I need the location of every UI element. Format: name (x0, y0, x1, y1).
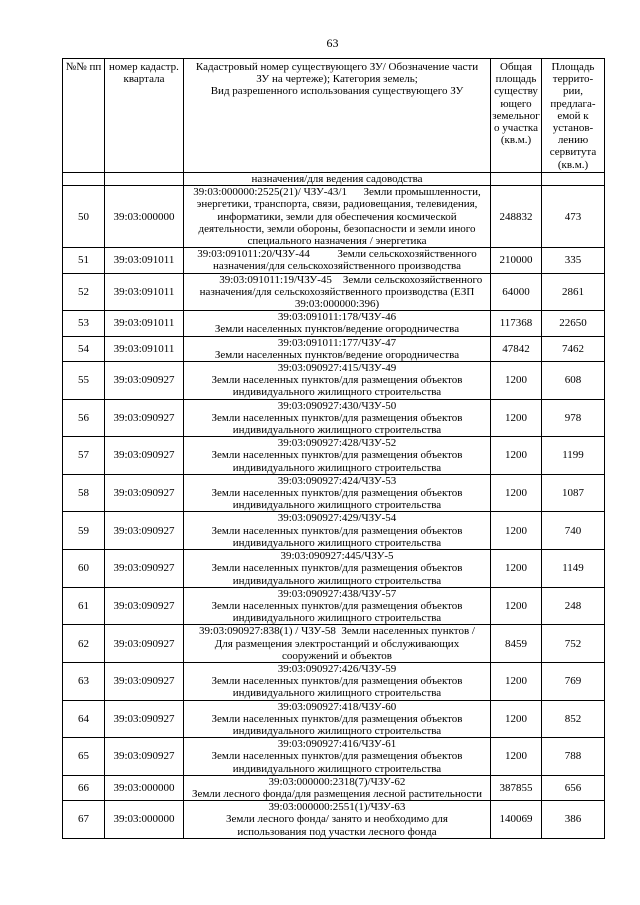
description-cell (184, 662, 491, 700)
servitude-area: 852 (542, 700, 605, 738)
cadastral-quarter: 39:03:000000 (105, 801, 184, 839)
description-line: индивидуального жилищного строительства (232, 386, 442, 399)
description-line: 39:03:000000:396) (294, 298, 380, 311)
description-line: Земли населенных пунктов/для размещения объектов (211, 524, 463, 537)
table-row (63, 399, 605, 437)
cadastral-quarter: 39:03:000000 (105, 775, 184, 800)
description-line: назначения/для сельскохозяйственного производства (213, 260, 461, 273)
description-cell (184, 775, 491, 800)
row-number: 57 (63, 437, 105, 475)
row-number: 67 (63, 801, 105, 839)
description-line: назначения/для ведения садоводства (251, 173, 423, 185)
header-line: существу (494, 85, 538, 98)
servitude-area: 2861 (542, 273, 605, 311)
table-row (63, 273, 605, 311)
description-line: сооружений и объектов (282, 649, 392, 662)
servitude-area: 1149 (542, 550, 605, 588)
row-number: 58 (63, 474, 105, 512)
cadastral-quarter: 39:03:090927 (105, 550, 184, 588)
description-line: Для размещения электростанций и обслуживающих (214, 637, 460, 650)
page-number: 63 (326, 36, 339, 50)
table-row (63, 550, 605, 588)
description-cell (184, 336, 491, 361)
description-line: индивидуального жилищного строительства (232, 724, 442, 737)
description-line: 39:03:091011:178/ЧЗУ-46 (277, 311, 397, 324)
header-line: земельног (492, 109, 540, 122)
servitude-area: 7462 (542, 336, 605, 361)
description-cell (184, 801, 491, 839)
row-number: 56 (63, 399, 105, 437)
table-row (63, 437, 605, 475)
header-line: Площадь (551, 61, 595, 73)
description-line: Земли населенных пунктов/для размещения объектов (211, 487, 463, 500)
description-line: индивидуального жилищного строительства (232, 499, 442, 512)
description-cell (184, 700, 491, 738)
total-area: 1200 (491, 437, 542, 475)
total-area: 64000 (491, 273, 542, 311)
table-row (63, 512, 605, 550)
total-area: 8459 (491, 625, 542, 663)
description-line: индивидуального жилищного строительства (232, 424, 442, 437)
empty-cell (63, 173, 105, 186)
row-number: 61 (63, 587, 105, 625)
table-row (63, 336, 605, 361)
description-line: Земли населенных пунктов/ведение огородничества (214, 348, 460, 361)
header-line: предлага- (550, 97, 596, 110)
header-line: рии, (562, 85, 584, 98)
cadastral-quarter: 39:03:091011 (105, 273, 184, 311)
total-area: 47842 (491, 336, 542, 361)
description-line: 39:03:091011:19/ЧЗУ-45 Земли сельскохозяйственного (191, 273, 483, 286)
description-line: индивидуального жилищного строительства (232, 687, 442, 700)
description-line: использования под участки лесного фонда (237, 825, 437, 838)
table-row (63, 738, 605, 776)
row-number: 64 (63, 700, 105, 738)
total-area: 117368 (491, 311, 542, 336)
total-area: 1200 (491, 474, 542, 512)
servitude-area: 248 (542, 587, 605, 625)
table-row (63, 801, 605, 839)
description-line: назначения/для сельскохозяйственного производства (ЕЗП (199, 285, 475, 298)
description-line: 39:03:091011:177/ЧЗУ-47 (277, 336, 397, 349)
total-area: 1200 (491, 700, 542, 738)
header-line: (кв.м.) (500, 134, 532, 147)
description-line: Земли лесного фонда/для размещения лесной растительности (191, 787, 483, 800)
description-line: Земли населенных пунктов/для размещения объектов (211, 675, 463, 688)
description-line: Земли населенных пунктов/для размещения объектов (211, 599, 463, 612)
continuation-row (63, 173, 605, 186)
description-cell (184, 550, 491, 588)
description-line: индивидуального жилищного строительства (232, 612, 442, 625)
total-area: 248832 (491, 186, 542, 248)
description-cell (184, 437, 491, 475)
header-row (63, 59, 605, 173)
header-line: Кадастровый номер существующего ЗУ/ Обозначение части (195, 61, 479, 73)
header-quarter (105, 59, 184, 173)
total-area: 1200 (491, 512, 542, 550)
cadastral-quarter: 39:03:090927 (105, 625, 184, 663)
description-line: 39:03:090927:838(1) / ЧЗУ-58 Земли населенных пунктов / (199, 625, 475, 638)
header-line: установ- (552, 122, 594, 135)
table-header (63, 59, 605, 173)
description-line: Земли населенных пунктов/для размещения объектов (211, 562, 463, 575)
table-row (63, 775, 605, 800)
table-row (63, 248, 605, 273)
header-description (184, 59, 491, 173)
cadastral-quarter: 39:03:091011 (105, 336, 184, 361)
description-cell (184, 311, 491, 336)
description-cell (184, 248, 491, 273)
cadastral-quarter: 39:03:090927 (105, 738, 184, 776)
header-line: емой к (557, 109, 589, 122)
servitude-area: 656 (542, 775, 605, 800)
row-number: 55 (63, 362, 105, 400)
cadastral-quarter: 39:03:090927 (105, 662, 184, 700)
description-line: 39:03:090927:424/ЧЗУ-53 (277, 474, 397, 487)
servitude-area: 1087 (542, 474, 605, 512)
total-area: 1200 (491, 550, 542, 588)
header-line: номер кадастр. (109, 61, 179, 73)
servitude-area: 769 (542, 662, 605, 700)
header-line: сервитута (549, 146, 597, 159)
row-number: 63 (63, 662, 105, 700)
description-line: 39:03:000000:2551(1)/ЧЗУ-63 (268, 801, 406, 814)
servitude-area: 752 (542, 625, 605, 663)
description-line: Земли населенных пунктов/для размещения объектов (211, 750, 463, 763)
row-number: 51 (63, 248, 105, 273)
servitude-area: 473 (542, 186, 605, 248)
total-area: 387855 (491, 775, 542, 800)
cadastral-quarter: 39:03:090927 (105, 362, 184, 400)
cadastral-quarter: 39:03:091011 (105, 311, 184, 336)
description-line: Земли населенных пунктов/для размещения объектов (211, 449, 463, 462)
description-cell (184, 587, 491, 625)
total-area: 1200 (491, 662, 542, 700)
description-line: индивидуального жилищного строительства (232, 536, 442, 549)
servitude-area: 978 (542, 399, 605, 437)
servitude-area: 740 (542, 512, 605, 550)
description-line: 39:03:000000:2525(21)/ ЧЗУ-43/1 Земли промышленности, (193, 186, 481, 199)
description-line: 39:03:090927:438/ЧЗУ-57 (277, 587, 397, 600)
row-number: 65 (63, 738, 105, 776)
description-line: 39:03:091011:20/ЧЗУ-44 Земли сельскохозяйственного (197, 248, 477, 261)
description-line: 39:03:090927:445/ЧЗУ-5 (280, 550, 394, 563)
header-line: №№ пп (65, 61, 102, 73)
table-row (63, 311, 605, 336)
cadastral-quarter: 39:03:090927 (105, 399, 184, 437)
total-area: 1200 (491, 399, 542, 437)
table-body (63, 173, 605, 839)
table-row (63, 625, 605, 663)
header-line: (кв.м.) (557, 158, 589, 171)
header-line: ющего (500, 97, 532, 110)
row-number: 50 (63, 186, 105, 248)
table-row (63, 662, 605, 700)
description-line: Земли населенных пунктов/для размещения объектов (211, 411, 463, 424)
description-line: индивидуального жилищного строительства (232, 574, 442, 587)
cadastral-quarter: 39:03:000000 (105, 186, 184, 248)
land-plots-table (62, 58, 605, 839)
servitude-area: 386 (542, 801, 605, 839)
description-cell (184, 474, 491, 512)
description-line: 39:03:090927:426/ЧЗУ-59 (277, 662, 397, 675)
header-line: Вид разрешенного использования существующего ЗУ (210, 85, 464, 98)
description-line: 39:03:090927:429/ЧЗУ-54 (277, 512, 397, 525)
description-line: Земли населенных пунктов/ведение огородничества (214, 323, 460, 336)
row-number: 62 (63, 625, 105, 663)
description-line: индивидуального жилищного строительства (232, 461, 442, 474)
empty-cell (105, 173, 184, 186)
description-line: энергетики, транспорта, связи, радиовещания, телевидения, (196, 198, 478, 211)
row-number: 53 (63, 311, 105, 336)
header-line: ЗУ на чертеже); Категория земель; (256, 73, 418, 86)
total-area: 1200 (491, 362, 542, 400)
description-line: 39:03:090927:416/ЧЗУ-61 (277, 738, 397, 751)
cadastral-quarter: 39:03:090927 (105, 474, 184, 512)
description-cell (184, 273, 491, 311)
description-line: информатики, земли для обеспечения космической (217, 210, 457, 223)
description-cell (184, 186, 491, 248)
description-line: 39:03:090927:428/ЧЗУ-52 (277, 437, 397, 450)
cadastral-quarter: 39:03:090927 (105, 700, 184, 738)
servitude-area: 788 (542, 738, 605, 776)
header-line: Общая (500, 61, 532, 73)
description-cell (184, 738, 491, 776)
total-area: 1200 (491, 587, 542, 625)
description-cell (184, 362, 491, 400)
description-line: 39:03:090927:430/ЧЗУ-50 (277, 399, 397, 412)
header-total-area (491, 59, 542, 173)
row-number: 66 (63, 775, 105, 800)
description-cell (184, 399, 491, 437)
cadastral-quarter: 39:03:090927 (105, 587, 184, 625)
header-line: о участка (494, 122, 538, 135)
description-line: Земли лесного фонда/ занято и необходимо для (226, 813, 448, 826)
header-line: площадь (495, 73, 537, 86)
description-line: индивидуального жилищного строительства (232, 762, 442, 775)
row-number: 60 (63, 550, 105, 588)
total-area: 140069 (491, 801, 542, 839)
servitude-area: 22650 (542, 311, 605, 336)
row-number: 52 (63, 273, 105, 311)
table-row (63, 587, 605, 625)
description-line: 39:03:090927:415/ЧЗУ-49 (277, 362, 397, 375)
table-row (63, 186, 605, 248)
empty-cell (491, 173, 542, 186)
description-line: 39:03:090927:418/ЧЗУ-60 (277, 700, 397, 713)
header-line: лению (557, 134, 589, 147)
servitude-area: 335 (542, 248, 605, 273)
description-line: деятельности, земли обороны, безопасности и земли иного (198, 222, 476, 235)
header-line: террито- (552, 73, 594, 86)
description-cell (184, 173, 491, 186)
cadastral-quarter: 39:03:090927 (105, 512, 184, 550)
description-cell (184, 625, 491, 663)
total-area: 1200 (491, 738, 542, 776)
description-line: Земли населенных пунктов/для размещения объектов (211, 712, 463, 725)
header-line: квартала (123, 73, 165, 86)
table-row (63, 474, 605, 512)
description-line: специального назначения / энергетика (247, 235, 427, 248)
empty-cell (542, 173, 605, 186)
table-row (63, 700, 605, 738)
cadastral-quarter: 39:03:090927 (105, 437, 184, 475)
description-line: Земли населенных пунктов/для размещения объектов (211, 374, 463, 387)
header-servitude-area (542, 59, 605, 173)
cadastral-quarter: 39:03:091011 (105, 248, 184, 273)
row-number: 59 (63, 512, 105, 550)
servitude-area: 1199 (542, 437, 605, 475)
description-cell (184, 512, 491, 550)
total-area: 210000 (491, 248, 542, 273)
table-row (63, 362, 605, 400)
servitude-area: 608 (542, 362, 605, 400)
row-number: 54 (63, 336, 105, 361)
description-line: 39:03:000000:2318(7)/ЧЗУ-62 (268, 775, 406, 788)
header-number (63, 59, 105, 173)
